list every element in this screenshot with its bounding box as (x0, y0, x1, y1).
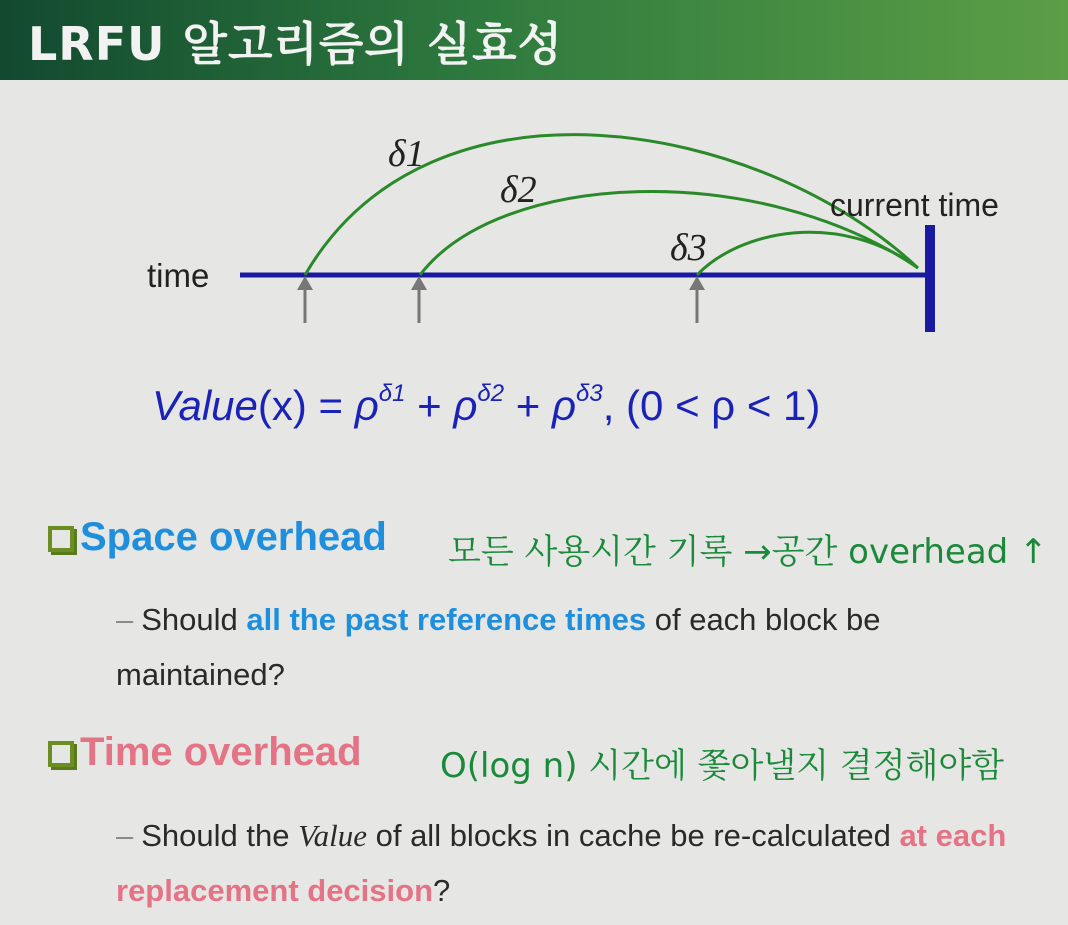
dash-bullet-icon: – (116, 818, 134, 853)
checkbox-bullet-icon (48, 741, 74, 767)
page-title: LRFU 알고리즘의 실효성 (28, 17, 564, 71)
lrfu-timeline-diagram (0, 80, 1068, 370)
formula-plus-1: + (405, 382, 454, 429)
time-sub-post: ? (433, 873, 451, 908)
delta1-label: δ1 (388, 133, 425, 175)
time-sub-mid: of all blocks in cache be re-calculated (366, 818, 900, 853)
formula-value: Value (152, 382, 258, 429)
reference-arrow-1 (297, 276, 313, 323)
space-overhead-detail (116, 592, 1016, 702)
space-overhead-bullet (48, 515, 387, 560)
formula-range: , (0 < ρ < 1) (602, 382, 821, 429)
reference-arrow-3 (689, 276, 705, 323)
formula-rho-3: ρ (551, 382, 577, 429)
formula-plus-2: + (504, 382, 552, 429)
time-overhead-detail (116, 808, 1036, 918)
space-overhead-title: Space overhead (80, 515, 387, 559)
delta3-label: δ3 (670, 227, 707, 269)
formula-rho-2: ρ (453, 382, 478, 429)
time-sub-highlight: at each replacement decision (116, 818, 1007, 908)
formula-rho-1: ρ (354, 382, 379, 429)
time-overhead-bullet (48, 730, 362, 775)
value-formula (152, 382, 820, 430)
space-sub-pre: Should (141, 602, 247, 637)
checkbox-bullet-icon (48, 526, 74, 552)
formula-delta1: δ1 (378, 380, 406, 407)
time-handwritten-note: O(log n) 시간에 쫓아낼지 결정해야함 (440, 746, 1005, 786)
title-bar (0, 0, 1068, 80)
time-sub-value: Value (298, 818, 367, 853)
reference-arrow-2 (411, 276, 427, 323)
formula-delta2: δ2 (477, 380, 505, 407)
dash-bullet-icon: – (116, 602, 134, 637)
delta2-label: δ2 (500, 169, 537, 211)
formula-delta3: δ3 (576, 380, 603, 407)
time-overhead-title: Time overhead (80, 730, 362, 774)
space-handwritten-note: 모든 사용시간 기록 →공간 overhead ↑ (448, 532, 1048, 572)
space-sub-post: of each block be maintained? (116, 602, 881, 692)
time-axis-label: time (147, 257, 210, 294)
space-sub-highlight: all the past reference times (246, 602, 647, 637)
formula-arg: (x) = (257, 382, 355, 429)
time-sub-pre: Should the (141, 818, 299, 853)
current-time-label: current time (830, 187, 999, 223)
